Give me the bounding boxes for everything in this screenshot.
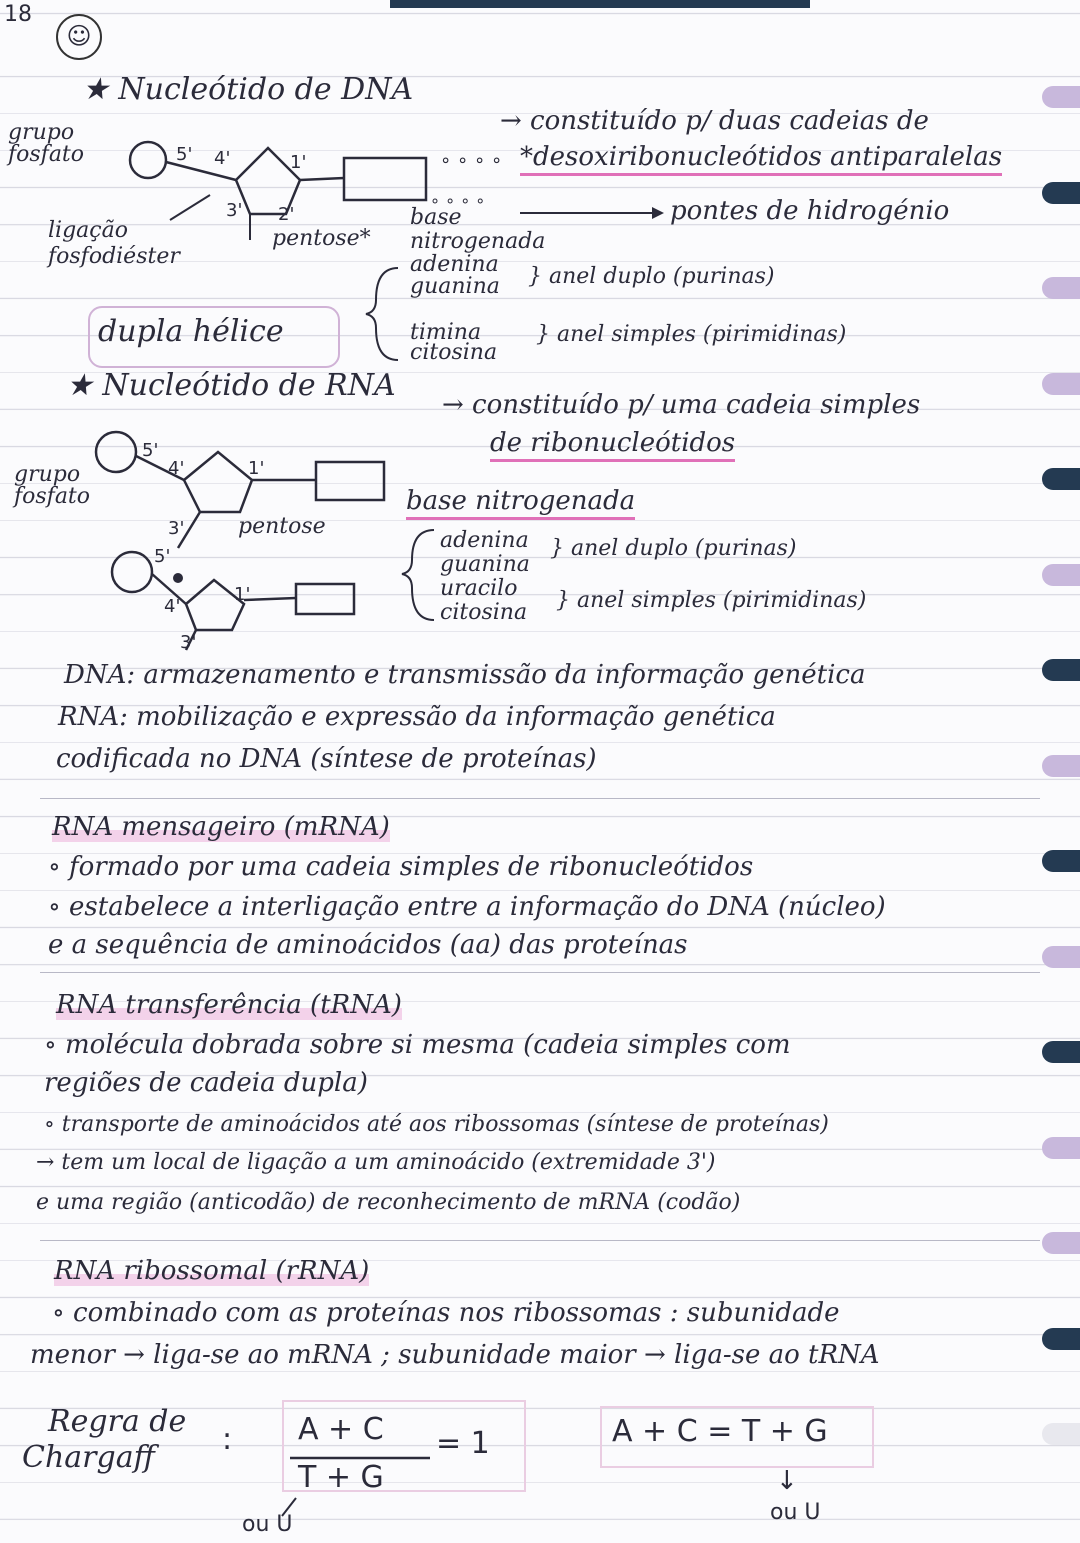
dna-arrow-text2: *desoxiribonucleótidos antiparalelas bbox=[520, 142, 1002, 176]
dna-hydrogen-label: pontes de hidrogénio bbox=[670, 196, 950, 226]
function-dna: DNA: armazenamento e transmissão da informação genética bbox=[64, 660, 866, 690]
rna-pentose-label: pentose bbox=[238, 514, 326, 539]
function-rna-2: codificada no DNA (síntese de proteínas) bbox=[56, 744, 597, 774]
rrna-title: RNA ribossomal (rRNA) bbox=[54, 1256, 370, 1286]
section-divider bbox=[40, 972, 1040, 973]
dna-base-guanina: guanina bbox=[410, 274, 500, 299]
dna-c2-label: 2' bbox=[278, 204, 295, 225]
rna-c1b-label: 1' bbox=[234, 584, 251, 605]
rrna-line-1: ∘ combinado com as proteínas nos ribossomas : subunidade bbox=[52, 1298, 840, 1328]
rna-c5b-label: 5' bbox=[154, 546, 171, 567]
mrna-line-1: ∘ formado por uma cadeia simples de ribonucleótidos bbox=[48, 852, 754, 882]
dna-base-timina: timina bbox=[410, 320, 482, 345]
chargaff-numerator: A + C bbox=[298, 1412, 384, 1447]
rna-base-citosina: citosina bbox=[440, 600, 528, 625]
chargaff-colon: : bbox=[222, 1422, 233, 1457]
dna-base-box bbox=[344, 158, 426, 200]
smiley-icon: ☺ bbox=[56, 14, 102, 60]
rna-title: ★ Nucleótido de RNA bbox=[66, 368, 396, 403]
trna-line-1: ∘ molécula dobrada sobre si mesma (cadeia simples com bbox=[44, 1030, 791, 1060]
dna-c4-label: 4' bbox=[214, 148, 231, 169]
dna-arrow-text: → constituído p/ duas cadeias de bbox=[500, 106, 929, 136]
rna-base-guanina: guanina bbox=[440, 552, 530, 577]
dna-c5-label: 5' bbox=[176, 144, 193, 165]
dna-base-citosina: citosina bbox=[410, 340, 498, 365]
trna-line-3: ∘ transporte de aminoácidos até aos ribossomas (síntese de proteínas) bbox=[44, 1112, 829, 1137]
rna-c3b-label: 3' bbox=[180, 632, 197, 653]
chargaff-equals: = 1 bbox=[436, 1426, 490, 1461]
trna-title: RNA transferência (tRNA) bbox=[56, 990, 402, 1020]
chargaff-arrow: ↓ bbox=[776, 1466, 798, 1496]
rna-c5-label: 5' bbox=[142, 440, 159, 461]
dna-pyrimidines-note: } anel simples (pirimidinas) bbox=[536, 322, 847, 347]
rna-pentose-ring bbox=[184, 452, 252, 512]
dna-pentose-label: pentose* bbox=[272, 226, 371, 251]
section-divider bbox=[40, 798, 1040, 799]
chargaff-formula-2: A + C = T + G bbox=[612, 1414, 828, 1449]
dna-base-adenina: adenina bbox=[410, 252, 499, 277]
section-divider bbox=[40, 1240, 1040, 1241]
rna-phosphate-label: grupo fosfato bbox=[14, 462, 91, 509]
chargaff-denominator: T + G bbox=[298, 1460, 384, 1495]
svg-text:∘ ∘ ∘ ∘: ∘ ∘ ∘ ∘ bbox=[430, 191, 486, 210]
svg-text:∘ ∘ ∘ ∘: ∘ ∘ ∘ ∘ bbox=[440, 150, 503, 171]
rna-c3-label: 3' bbox=[168, 518, 185, 539]
rna-c1-label: 1' bbox=[248, 458, 265, 479]
chargaff-note-2: ou U bbox=[770, 1500, 821, 1525]
rna-purines-note: } anel duplo (purinas) bbox=[550, 536, 797, 561]
rna-pyrimidines-note: } anel simples (pirimidinas) bbox=[556, 588, 867, 613]
rna-base-adenina: adenina bbox=[440, 528, 529, 553]
dna-c3-label: 3' bbox=[226, 200, 243, 221]
chargaff-label-1: Regra de bbox=[48, 1404, 187, 1439]
chargaff-label-2: Chargaff bbox=[22, 1440, 155, 1475]
rna-arrow-text: → constituído p/ uma cadeia simples bbox=[442, 390, 921, 420]
trna-line-4: → tem um local de ligação a um aminoácido (extremidade 3') bbox=[36, 1150, 716, 1175]
chargaff-note-1: ou U bbox=[242, 1512, 293, 1537]
mrna-line-2: ∘ estabelece a interligação entre a informação do DNA (núcleo) bbox=[48, 892, 886, 922]
dna-c1-label: 1' bbox=[290, 152, 307, 173]
rna-base-label: base nitrogenada bbox=[406, 486, 635, 520]
dna-phosphate-label: grupo fosfato bbox=[8, 120, 85, 167]
trna-line-5: e uma região (anticodão) de reconhecimento de mRNA (codão) bbox=[36, 1190, 741, 1215]
rna-c4b-label: 4' bbox=[164, 596, 181, 617]
mrna-line-3: e a sequência de aminoácidos (aa) das proteínas bbox=[48, 930, 688, 960]
rrna-line-2: menor → liga-se ao mRNA ; subunidade maior → liga-se ao tRNA bbox=[30, 1340, 880, 1370]
dna-title: ★ Nucleótido de DNA bbox=[82, 72, 414, 107]
rna-arrow-text2: de ribonucleótidos bbox=[490, 428, 735, 462]
function-rna-1: RNA: mobilização e expressão da informação genética bbox=[58, 702, 776, 732]
double-helix-label: dupla hélice bbox=[98, 314, 284, 349]
trna-line-2: regiões de cadeia dupla) bbox=[44, 1068, 368, 1098]
dna-phosphate-circle bbox=[130, 142, 166, 178]
mrna-title: RNA mensageiro (mRNA) bbox=[52, 812, 390, 842]
rna-base-box bbox=[316, 462, 384, 500]
rna-c4-label: 4' bbox=[168, 458, 185, 479]
dna-purines-note: } anel duplo (purinas) bbox=[528, 264, 775, 289]
dna-base-label: base nitrogenada bbox=[410, 205, 546, 254]
page-number: 18 bbox=[4, 2, 32, 27]
rna-base-uracilo: uracilo bbox=[440, 576, 518, 601]
dna-bond-label: ligação fosfodiéster bbox=[48, 218, 180, 269]
